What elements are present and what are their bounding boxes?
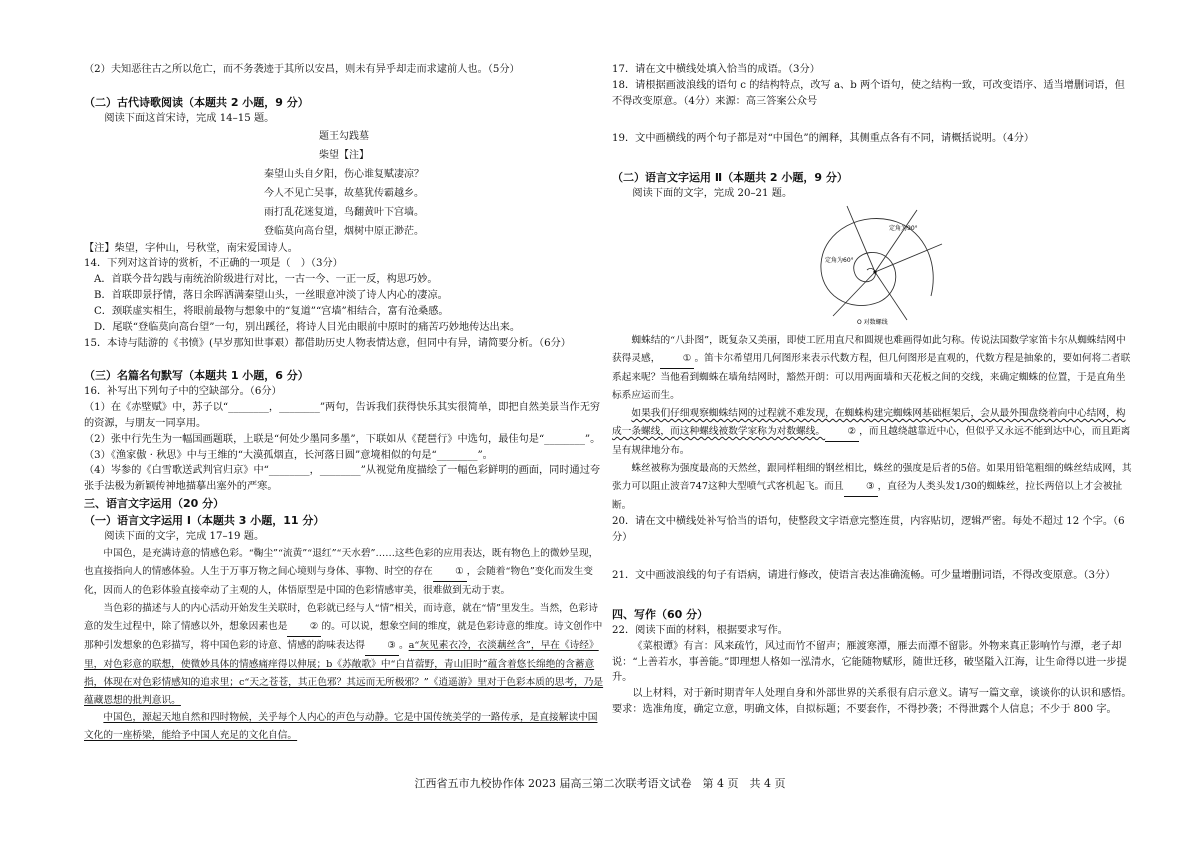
q16-2: （2）张中行先生为一幅国画题联，上联是“何处少墨同多墨”，下联如从《琵琶行》中选句，最佳句是“________”。 <box>84 433 601 445</box>
angle-label-left: 定角为60° <box>825 257 854 265</box>
q16-1: （1）在《赤壁赋》中，苏子以“________，________”两句，告诉我们获得快乐其实很简单，即把自然美景当作无穷的资源，与朋友一同享用。 <box>84 402 601 430</box>
poem-line: 今人不见亡吴事，故墓犹传霸越乡。 <box>264 187 424 199</box>
q21: 21．文中画波浪线的句子有语病，请进行修改，使语言表达准确流畅。可少量增删词语，不得改变原意。（3分） <box>612 570 1116 582</box>
blank-2: ② <box>287 618 321 637</box>
section-recitation-title: （三）名篇名句默写（本题共 1 小题，6 分） <box>84 369 309 383</box>
q14-option-b: B．首联即景抒情，落日余晖洒满秦望山头，一丝眼意冲淡了诗人内心的凄凉。 <box>94 290 448 302</box>
q14-option-d: D．尾联“登临莫向高台望”一句，别出蹊径，将诗人目光由眼前中原时的痛苦巧妙地传达出来。 <box>94 321 521 333</box>
radial-line <box>875 244 942 272</box>
paragraph-text: ，会随着“物色”变化而发生变化，因而人的色彩体验直接牵动了主观的人，体悟原型是中国的色彩情感审美，很难做到无动于衷。 <box>84 565 593 596</box>
q14-option-c: C．颈联虚实相生，将眼前最物与想象中的“复道”“宫墙”相结合，富有沧桑感。 <box>94 305 449 317</box>
section-poetry-title: （二）古代诗歌阅读（本题共 2 小题，9 分） <box>84 95 309 109</box>
q13-part2: （2）夫知恶往古之所以危亡，而不务袭迹于其所以安昌，则未有异乎却走而求逮前人也。（5分） <box>84 64 520 75</box>
paragraph-text: 的。可以说，想象空间的维度，就是色彩诗意的维度。诗文创作中那种引发想象的色彩描写，将中国色彩的诗意、情感的韵味表达得 <box>84 620 603 651</box>
paragraph-text: ，直径为人类头发1/30的蜘蛛丝，拉长两倍以上才会被扯断。 <box>612 480 1123 511</box>
poetry-intro: 阅读下面这首宋诗，完成 14–15 题。 <box>104 112 275 124</box>
paragraph-text: 当色彩的描述与人的内心活动开始发生关联时，色彩就已经与人“情”相关，而诗意，就在“情”里发生。当然，色彩诗意的发生过程中，除了情感以外，想象因素也是 <box>84 602 598 632</box>
blank-1: ① <box>660 350 694 369</box>
poem <box>84 127 604 241</box>
sub2-title: （二）语言文字运用 Ⅱ（本题共 2 小题，9 分） <box>612 171 848 185</box>
sub2-intro: 阅读下面的文字，完成 20–21 题。 <box>632 188 793 200</box>
paragraph-text: 蛛丝被称为强度最高的天然丝，跟同样粗细的钢丝相比，蛛丝的强度是后者的5倍。如果用铅笔粗细的蛛丝结成网，其张力可以阻止波音747这种大型喷气式客机起飞。而且 <box>612 462 1132 492</box>
log-spiral-diagram <box>797 204 947 326</box>
passage-paragraph-2 <box>84 600 604 710</box>
right-column <box>612 62 1132 718</box>
poem-note: 【注】柴望，字仲山，号秋堂，南宋爱国诗人。 <box>84 242 298 254</box>
radial-line <box>833 272 875 316</box>
q22-task: 以上材料，对于新时期青年人处理自身和外部世界的关系很有启示意义。请写一篇文章，谈谈你的认识和感悟。要求：选准角度，确定立意，明确文体，自拟标题；不要套作，不得抄袭；不得泄露个人信息；不少于 800 字。 <box>612 688 1132 716</box>
blank-2: ② <box>825 423 859 442</box>
sub1-intro: 阅读下面的文字，完成 17–19 题。 <box>104 531 265 543</box>
q16: 16．补写出下列句子中的空缺部分。（6分） <box>84 386 282 398</box>
q16-4: （4）岑参的《白雪歌送武判官归京》中“________，________”从视觉角度描绘了一幅色彩鲜明的画面，同时通过夸张手法极为新颖传神地描摹出塞外的严寒。 <box>84 465 601 493</box>
spider-paragraph-1 <box>612 332 1132 405</box>
q18: 18．请根据画波浪线的语句 c 的结构特点，改写 a、b 两个语句，使之结构一致，可改变语序、适当增删词语，但不得改变原意。（4分）来源：高三答案公众号 <box>612 79 1125 107</box>
blank-3: ③ <box>844 478 878 497</box>
spiral-center <box>873 271 876 274</box>
q14-option-a: A．首联今昔勾践与南统治阶级进行对比，一古一今、一正一反，构思巧妙。 <box>94 274 438 286</box>
radial-line <box>875 272 907 320</box>
poem-line: 登临莫向高台望，烟树中原正渺茫。 <box>264 225 424 237</box>
sub1-title: （一）语言文字运用 Ⅰ（本题共 3 小题，11 分） <box>84 514 325 528</box>
left-column <box>84 62 604 745</box>
diagram-legend: O 对数螺线 <box>857 319 888 327</box>
paragraph-text: 。 <box>398 639 409 651</box>
spider-paragraph-2 <box>612 405 1132 460</box>
passage-paragraph-1 <box>84 545 604 600</box>
q20: 20．请在文中横线处补写恰当的语句，使整段文字语意完整连贯，内容贴切，逻辑严密。每处不超过 12 个字。（6分） <box>612 516 1125 544</box>
passage-chinese-color <box>84 545 604 745</box>
q19: 19．文中画横线的两个句子都是对“中国色”的阐释，其侧重点各有不同，请概括说明。（4分） <box>612 133 1035 145</box>
q22: 22．阅读下面的材料，根据要求写作。 <box>612 624 788 636</box>
paragraph-text: 中国色，是充满诗意的情感色彩。“鞠尘”“流黄”“退红”“天水碧”……这些色彩的应用表达，既有物色上的微妙呈现，也直接指向人的情感体验。人生于万事万物之间心境则与身体、事物、时空的存在 <box>84 548 599 577</box>
q16-3: （3）《渔家傲 · 秋思》中与王维的“大漠孤烟直，长河落日圆”意境相似的句是“________”。 <box>84 449 493 461</box>
blank-1: ① <box>433 563 467 582</box>
page-footer: 江西省五市九校协作体 2023 届高三第二次联考语文试卷 第 4 页 共 4 页 <box>414 777 786 790</box>
q22-material: 《菜根谭》有言：风来疏竹，风过而竹不留声；雁渡寒潭，雁去而潭不留影。外物来真正影响竹与潭，老子却说：“上善若水，事善能。”即理想人格如一泓清水，它能随物赋形，随世迁移，破坚隘入江海，让生命得以进一步提升。 <box>612 640 1127 684</box>
poem-title: 题王勾践墓 <box>319 130 369 142</box>
wavy-sentences: a“灰见素衣冷，衣淡藕丝含”，早在《诗经》里，对色彩意的联想，使微妙具体的情感痛痒得以伸展；b《苏敞歌》中“白苜蓿野，青山旧时”蕴含着悠长绵绝的含蓄意指，体现在对色彩情感知的追求里；c“天之苍苍，其正色邪？其远而无所极邪？”《逍遥游》里对于色彩本质的思考，乃是蕴藏恩想的批判意识。 <box>84 639 604 706</box>
paragraph-text: 蜘蛛结的“八卦图”，既复杂又美丽，即使工匠用直尺和圆规也难画得如此匀称。传说法国数学家笛卡尔从蜘蛛结网中获得灵感， <box>612 335 1126 365</box>
passage-spider <box>612 332 1132 514</box>
paragraph-text: 。笛卡尔希望用几何图形来表示代数方程，但几何图形是直观的，代数方程是抽象的，要如何将二者联系起来呢？当他看到蜘蛛在墙角结网时，豁然开朗：可以用两面墙和天花板之间的交线，来确定蜘蛛的位置，于是直角坐标系应运而生。 <box>612 353 1131 401</box>
q14: 14．下列对这首诗的赏析，不正确的一项是（ ）（3分） <box>84 258 343 270</box>
blank-3: ③ <box>365 637 399 656</box>
poem-author: 柴望【注】 <box>319 149 369 161</box>
radial-line <box>875 210 917 272</box>
paragraph-text: ，而且越绕越靠近中心，但似乎又永远不能到达中心，而且距离呈有规律地分布。 <box>612 425 1131 456</box>
angle-label-top: 定角为90° <box>889 225 918 233</box>
spider-paragraph-3 <box>612 460 1132 515</box>
passage-paragraph-3: 中国色，源起天地自然和四时物候，关乎每个人内心的声色与动静。它是中国传统美学的一路传承，是直接解读中国文化的一座桥梁，能给予中国人充足的文化自信。 <box>84 712 598 742</box>
part3-title: 三、语言文字运用（20 分） <box>84 497 225 511</box>
poem-line: 雨打乱花迷复道，鸟翻黄叶下宫墙。 <box>264 206 424 218</box>
wavy-sentence: 如果我们仔细观察蜘蛛结网的过程就不难发现，在蜘蛛构建完蜘蛛网基础框架后，会从最外围盘绕着向中心结网，构成一条螺线，而这种螺线被数学家称为对数螺线。 <box>612 407 1126 437</box>
part4-title: 四、写作（60 分） <box>612 607 709 621</box>
q15: 15．本诗与陆游的《书愤》(早岁那知世事艰）都借助历史人物表情达意，但同中有异，请简要分析。（6分） <box>84 337 571 349</box>
q17: 17．请在文中横线处填入恰当的成语。（3分） <box>612 64 820 75</box>
poem-line: 秦望山头自夕阳，伤心谁复赋凄凉？ <box>264 168 424 180</box>
